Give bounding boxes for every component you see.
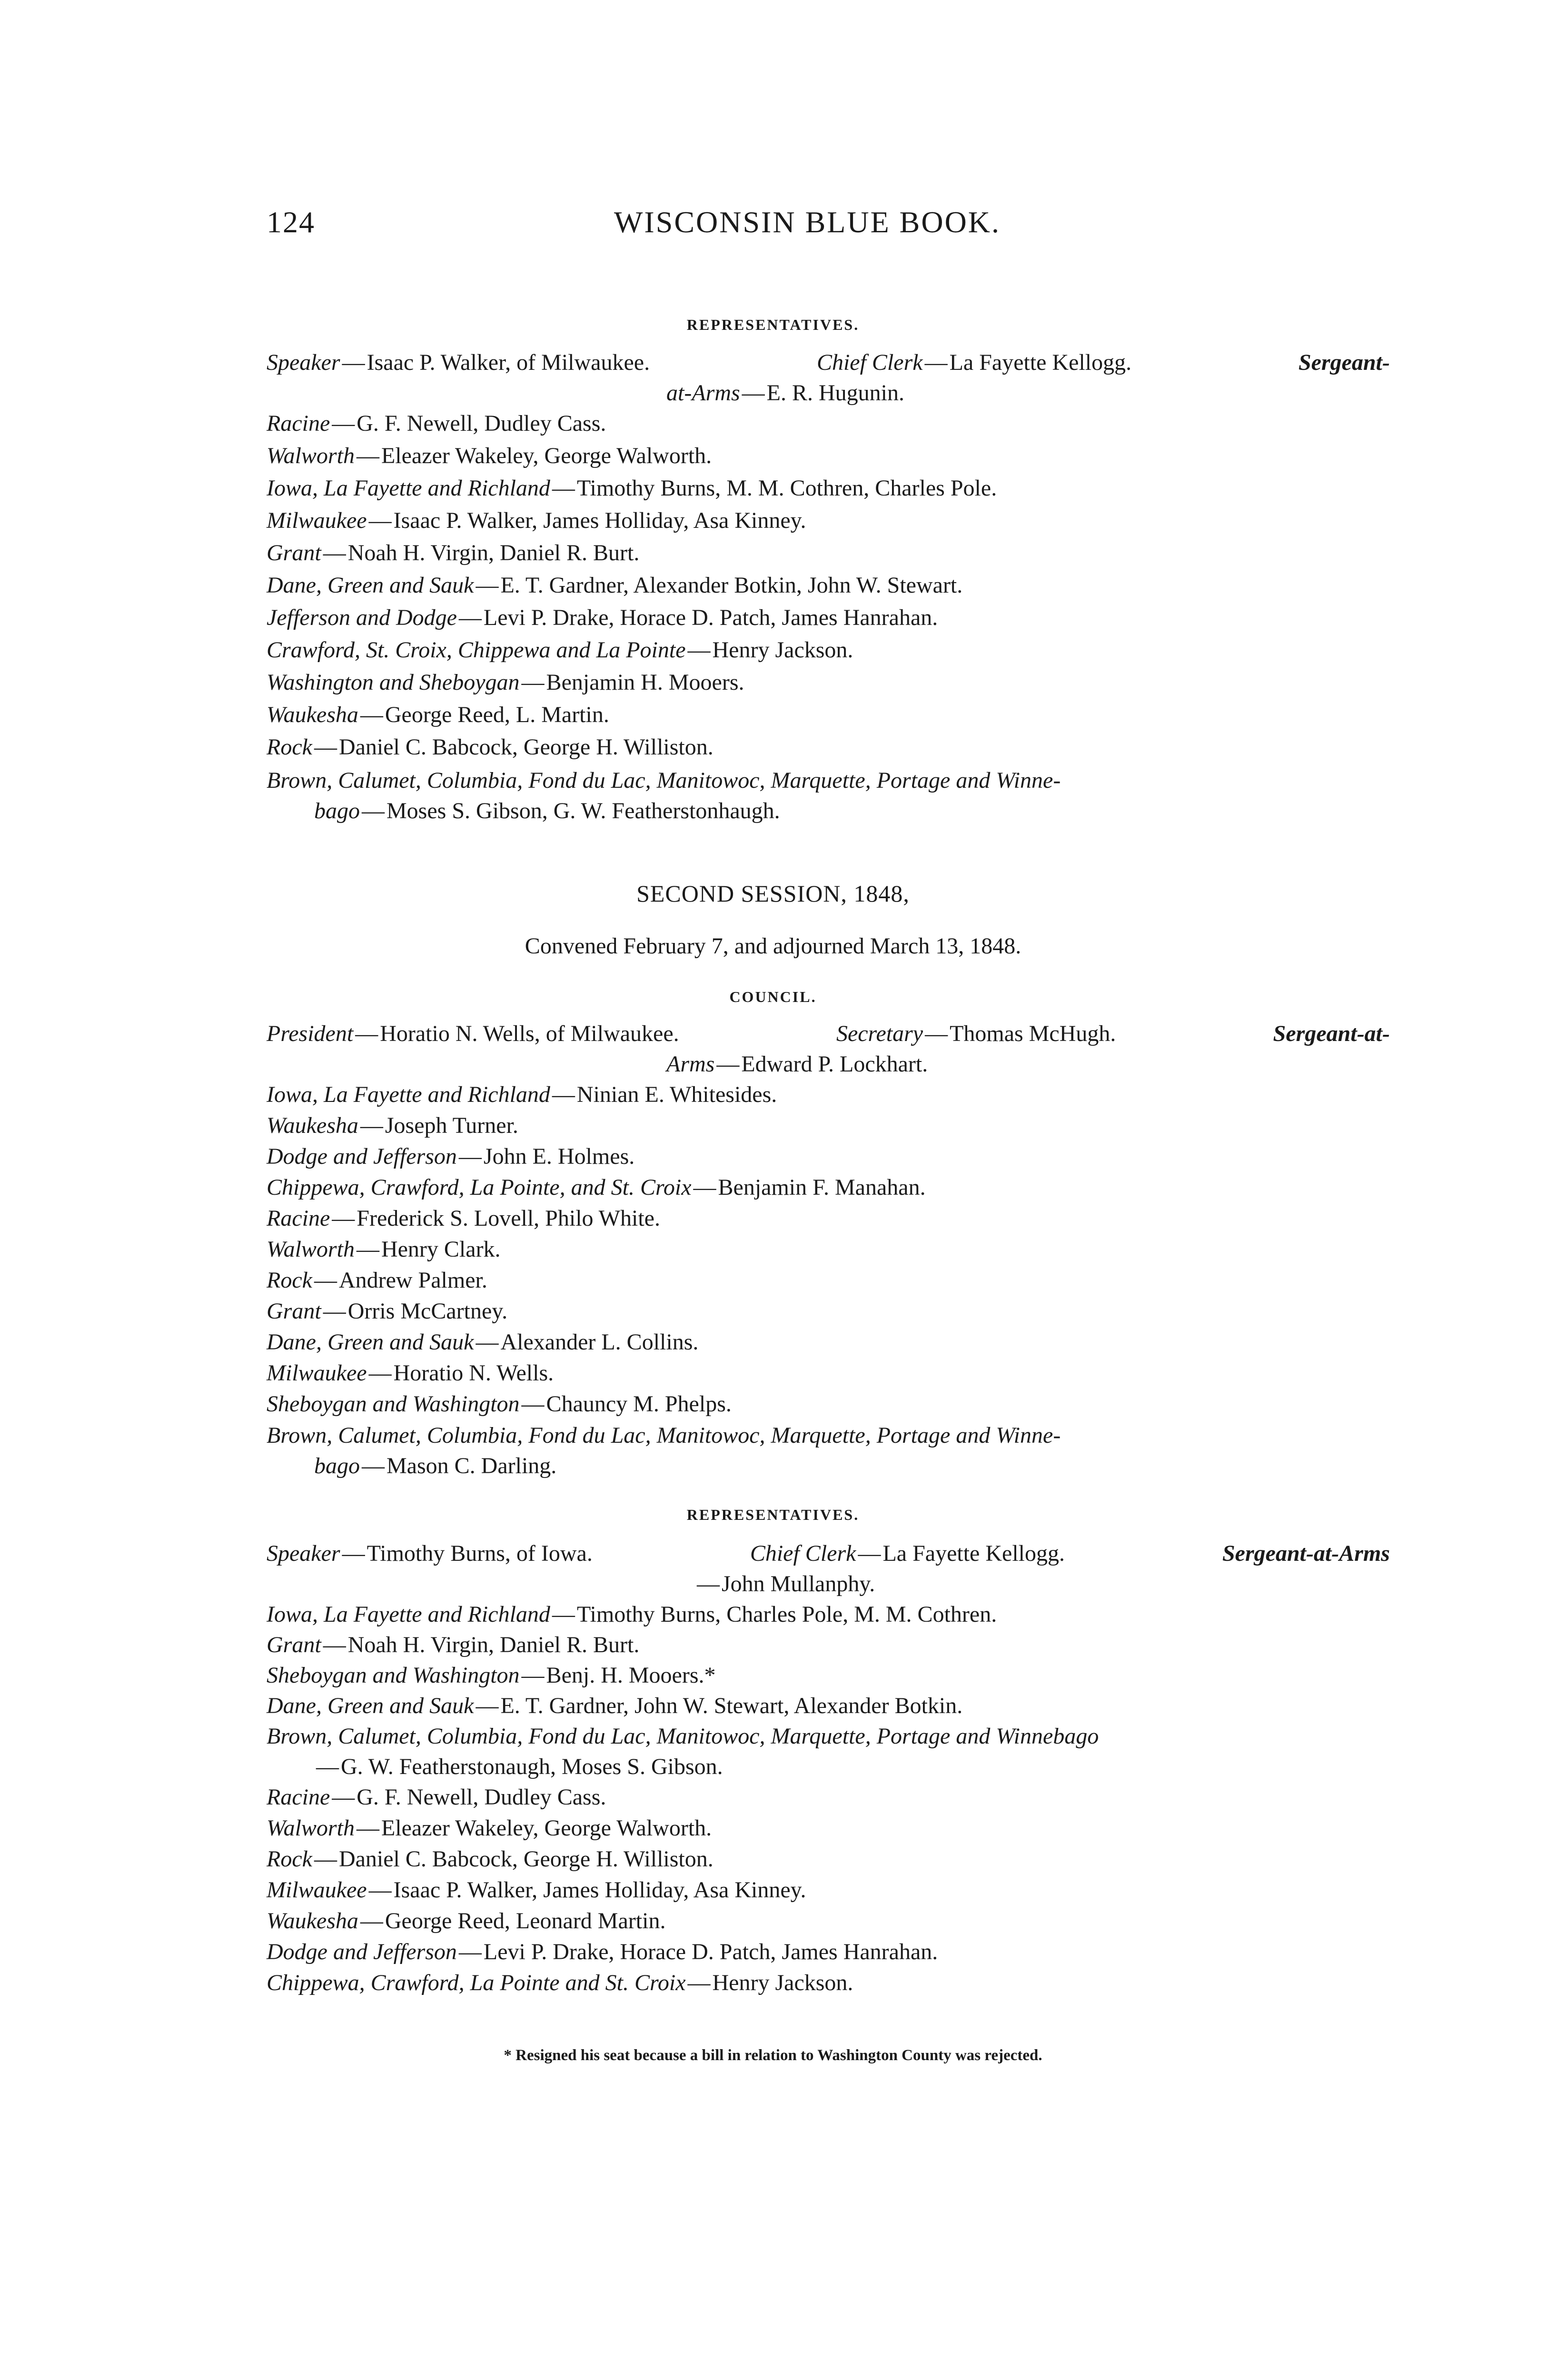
rep2-sergeant-line: —John Mullanphy. (697, 1571, 875, 1597)
district-name: Grant (267, 1299, 321, 1324)
district-name: Sheboygan and Washington (267, 1391, 520, 1417)
council-entry: Walworth—Henry Clark. (267, 1237, 501, 1262)
rep2-entry: Walworth—Eleazer Wakeley, George Walworth. (267, 1815, 712, 1841)
rep1-entry: Iowa, La Fayette and Richland—Timothy Burns, M. M. Cothren, Charles Pole. (267, 476, 997, 501)
rep1-entry: Waukesha—George Reed, L. Martin. (267, 702, 609, 727)
district-name: Sheboygan and Washington (267, 1663, 520, 1688)
rep2-brown-line: Brown, Calumet, Columbia, Fond du Lac, Manitowoc, Marquette, Portage and Winnebago (267, 1724, 1099, 1749)
council-brown-line: Brown, Calumet, Columbia, Fond du Lac, Manitowoc, Marquette, Portage and Winne- (267, 1423, 1061, 1448)
rep2-heading: REPRESENTATIVES. (686, 1506, 860, 1523)
member-names: George Reed, L. Martin. (385, 702, 609, 727)
session-title: SECOND SESSION, 1848, (636, 880, 910, 907)
rep1-entry: Jefferson and Dodge—Levi P. Drake, Horace D. Patch, James Hanrahan. (267, 605, 938, 630)
council-brown-members: bago—Mason C. Darling. (314, 1453, 557, 1478)
member-names: Noah H. Virgin, Daniel R. Burt. (347, 540, 640, 565)
district-name: Rock (267, 1268, 312, 1293)
member-names: Isaac P. Walker, James Holliday, Asa Kinney. (393, 1877, 806, 1903)
member-names: Andrew Palmer. (338, 1268, 487, 1293)
rep2-entry: Dodge and Jefferson—Levi P. Drake, Horace D. Patch, James Hanrahan. (267, 1939, 938, 1964)
member-names: G. F. Newell, Dudley Cass. (357, 411, 606, 436)
district-name: Walworth (267, 443, 355, 468)
council-entry: Dane, Green and Sauk—Alexander L. Collins. (267, 1329, 699, 1355)
rep2-entry: Sheboygan and Washington—Benj. H. Mooers.* (267, 1663, 716, 1688)
member-names: Joseph Turner. (385, 1113, 518, 1138)
district-name: Dane, Green and Sauk (267, 573, 474, 598)
district-name: Walworth (267, 1815, 355, 1841)
council-entry: Milwaukee—Horatio N. Wells. (267, 1360, 554, 1386)
member-names: Timothy Burns, Charles Pole, M. M. Cothren. (576, 1602, 997, 1627)
rep1-officers-line: Speaker—Isaac P. Walker, of Milwaukee. Chief Clerk—La Fayette Kellogg. Sergeant- (267, 350, 1390, 375)
council-entry: Rock—Andrew Palmer. (267, 1268, 487, 1293)
member-names: Benjamin F. Manahan. (718, 1175, 926, 1200)
member-names: Orris McCartney. (347, 1299, 508, 1324)
rep1-entry: Rock—Daniel C. Babcock, George H. Williston. (267, 734, 714, 760)
district-name: Milwaukee (267, 1877, 367, 1903)
district-name: Dodge and Jefferson (267, 1939, 457, 1964)
rep1-brown-members: bago—Moses S. Gibson, G. W. Featherstonhaugh. (314, 798, 780, 823)
district-name: Iowa, La Fayette and Richland (267, 1602, 550, 1627)
rep1-sergeant-line: at-Arms—E. R. Hugunin. (666, 380, 905, 406)
rep1-heading: REPRESENTATIVES. (686, 316, 860, 333)
member-names: Levi P. Drake, Horace D. Patch, James Hanrahan. (483, 1939, 938, 1964)
district-name: Milwaukee (267, 1360, 367, 1386)
district-name: Racine (267, 1206, 330, 1231)
footnote: * Resigned his seat because a bill in relation to Washington County was rejected. (504, 2047, 1042, 2064)
rep2-officers-line: Speaker—Timothy Burns, of Iowa. Chief Clerk—La Fayette Kellogg. Sergeant-at-Arms (267, 1541, 1390, 1566)
member-names: Frederick S. Lovell, Philo White. (357, 1206, 660, 1231)
member-names: Alexander L. Collins. (500, 1329, 699, 1355)
rep1-entry: Walworth—Eleazer Wakeley, George Walworth. (267, 443, 712, 468)
council-entry: Grant—Orris McCartney. (267, 1299, 508, 1324)
council-entry: Chippewa, Crawford, La Pointe, and St. Croix—Benjamin F. Manahan. (267, 1175, 926, 1200)
rep2-entry: Grant—Noah H. Virgin, Daniel R. Burt. (267, 1632, 640, 1657)
district-name: Dodge and Jefferson (267, 1144, 457, 1169)
rep1-entry: Washington and Sheboygan—Benjamin H. Mooers. (267, 670, 744, 695)
page-header (267, 205, 1390, 243)
district-name: Rock (267, 734, 312, 760)
council-entry: Iowa, La Fayette and Richland—Ninian E. Whitesides. (267, 1082, 777, 1107)
session-convened: Convened February 7, and adjourned March 13, 1848. (525, 933, 1021, 959)
member-names: Daniel C. Babcock, George H. Williston. (338, 1846, 714, 1872)
member-names: Benj. H. Mooers.* (546, 1663, 716, 1688)
member-names: E. T. Gardner, Alexander Botkin, John W. Stewart. (500, 573, 963, 598)
rep1-brown-line: Brown, Calumet, Columbia, Fond du Lac, Manitowoc, Marquette, Portage and Winne- (267, 768, 1061, 793)
council-entry: Dodge and Jefferson—John E. Holmes. (267, 1144, 635, 1169)
district-name: Walworth (267, 1237, 355, 1262)
council-officers-line: President—Horatio N. Wells, of Milwaukee. Secretary—Thomas McHugh. Sergeant-at- (267, 1021, 1390, 1046)
district-name: Grant (267, 540, 321, 565)
district-name: Dane, Green and Sauk (267, 1329, 474, 1355)
district-name: Racine (267, 411, 330, 436)
running-head: WISCONSIN BLUE BOOK. (614, 205, 1001, 239)
member-names: Eleazer Wakeley, George Walworth. (381, 443, 712, 468)
council-entry: Sheboygan and Washington—Chauncy M. Phelps. (267, 1391, 732, 1417)
district-name: Rock (267, 1846, 312, 1872)
rep2-entry: Waukesha—George Reed, Leonard Martin. (267, 1908, 666, 1934)
council-entry: Racine—Frederick S. Lovell, Philo White. (267, 1206, 660, 1231)
rep1-entry: Crawford, St. Croix, Chippewa and La Pointe—Henry Jackson. (267, 637, 853, 663)
member-names: John E. Holmes. (483, 1144, 635, 1169)
member-names: Henry Jackson. (712, 1970, 853, 1995)
page-number: 124 (267, 205, 315, 239)
council-sergeant-line: Arms—Edward P. Lockhart. (666, 1051, 928, 1077)
member-names: Chauncy M. Phelps. (546, 1391, 732, 1417)
member-names: Horatio N. Wells. (393, 1360, 554, 1386)
district-name: Washington and Sheboygan (267, 670, 520, 695)
district-name: Dane, Green and Sauk (267, 1693, 474, 1718)
rep2-entry: Racine—G. F. Newell, Dudley Cass. (267, 1785, 606, 1810)
member-names: G. F. Newell, Dudley Cass. (357, 1785, 606, 1810)
district-name: Waukesha (267, 1113, 358, 1138)
member-names: Henry Clark. (381, 1237, 501, 1262)
member-names: Eleazer Wakeley, George Walworth. (381, 1815, 712, 1841)
district-name: Waukesha (267, 702, 358, 727)
member-names: George Reed, Leonard Martin. (385, 1908, 666, 1934)
district-name: Iowa, La Fayette and Richland (267, 476, 550, 501)
member-names: Ninian E. Whitesides. (576, 1082, 777, 1107)
district-name: Chippewa, Crawford, La Pointe, and St. Croix (267, 1175, 692, 1200)
rep1-entry: Racine—G. F. Newell, Dudley Cass. (267, 411, 606, 436)
district-name: Chippewa, Crawford, La Pointe and St. Croix (267, 1970, 686, 1995)
rep1-entry: Dane, Green and Sauk—E. T. Gardner, Alexander Botkin, John W. Stewart. (267, 573, 963, 598)
district-name: Waukesha (267, 1908, 358, 1934)
rep1-entry: Grant—Noah H. Virgin, Daniel R. Burt. (267, 540, 640, 565)
member-names: E. T. Gardner, John W. Stewart, Alexander Botkin. (500, 1693, 963, 1718)
rep2-entry: Chippewa, Crawford, La Pointe and St. Croix—Henry Jackson. (267, 1970, 853, 1995)
rep2-brown-members: —G. W. Featherstonaugh, Moses S. Gibson. (316, 1754, 723, 1779)
rep2-entry: Dane, Green and Sauk—E. T. Gardner, John W. Stewart, Alexander Botkin. (267, 1693, 963, 1718)
council-entry: Waukesha—Joseph Turner. (267, 1113, 518, 1138)
member-names: Henry Jackson. (712, 637, 853, 663)
district-name: Grant (267, 1632, 321, 1657)
member-names: Isaac P. Walker, James Holliday, Asa Kinney. (393, 508, 806, 533)
rep2-entry: Rock—Daniel C. Babcock, George H. Williston. (267, 1846, 714, 1872)
rep1-entry: Milwaukee—Isaac P. Walker, James Holliday, Asa Kinney. (267, 508, 806, 533)
rep2-entry: Milwaukee—Isaac P. Walker, James Holliday, Asa Kinney. (267, 1877, 806, 1903)
member-names: Timothy Burns, M. M. Cothren, Charles Pole. (576, 476, 997, 501)
member-names: Daniel C. Babcock, George H. Williston. (338, 734, 714, 760)
member-names: Levi P. Drake, Horace D. Patch, James Hanrahan. (483, 605, 938, 630)
member-names: Noah H. Virgin, Daniel R. Burt. (347, 1632, 640, 1657)
district-name: Iowa, La Fayette and Richland (267, 1082, 550, 1107)
district-name: Milwaukee (267, 508, 367, 533)
council-heading: COUNCIL. (729, 988, 817, 1005)
rep2-entry: Iowa, La Fayette and Richland—Timothy Burns, Charles Pole, M. M. Cothren. (267, 1602, 997, 1627)
district-name: Racine (267, 1785, 330, 1810)
district-name: Crawford, St. Croix, Chippewa and La Pointe (267, 637, 686, 663)
member-names: Benjamin H. Mooers. (546, 670, 744, 695)
district-name: Jefferson and Dodge (267, 605, 457, 630)
